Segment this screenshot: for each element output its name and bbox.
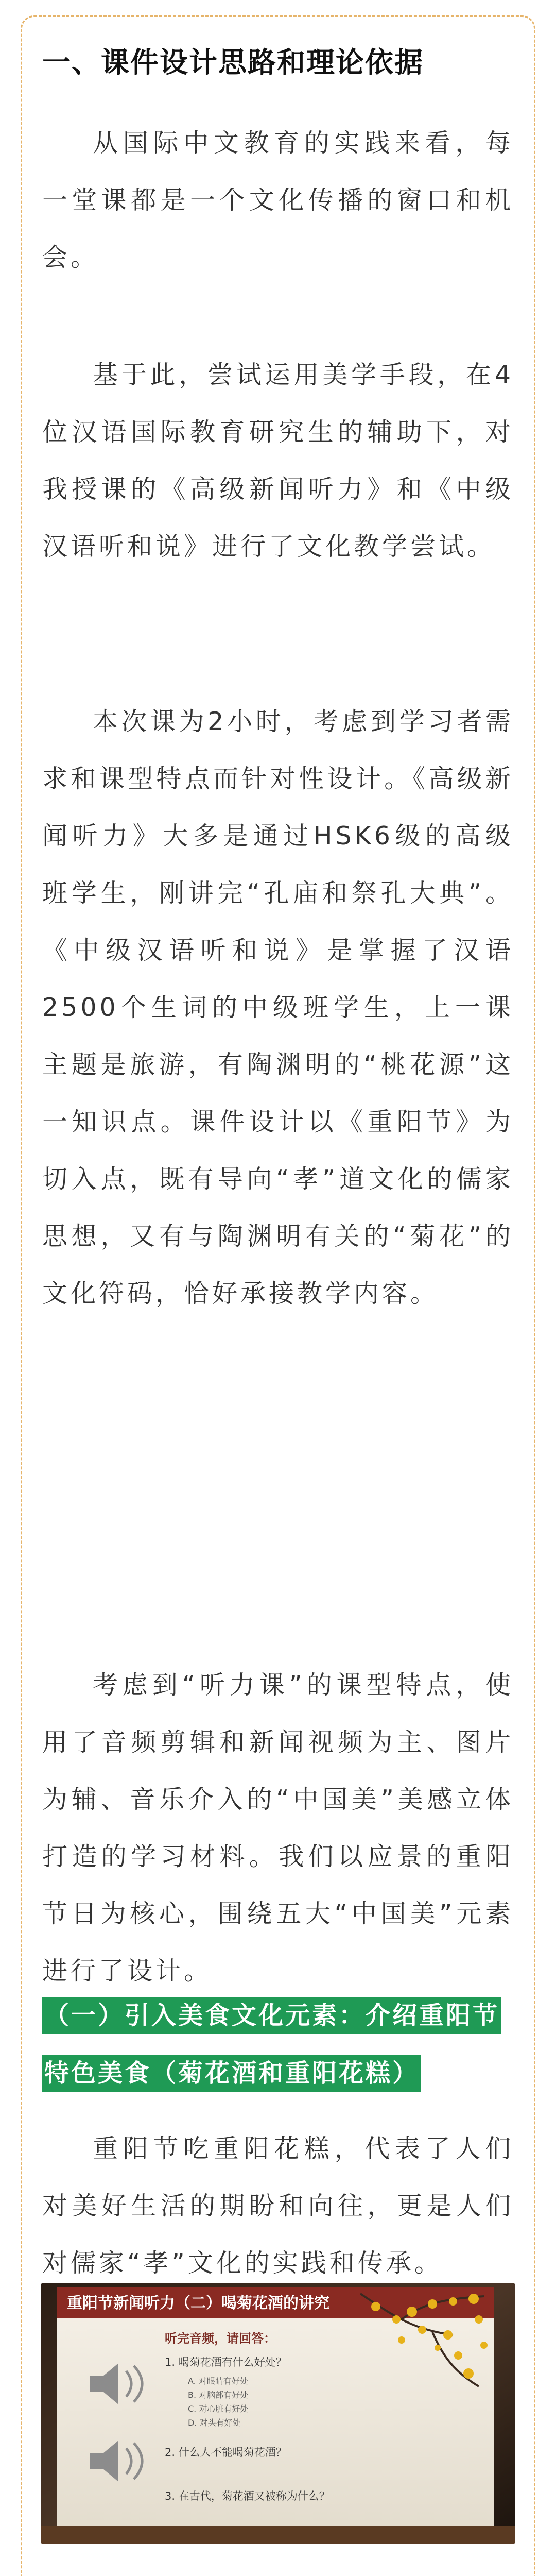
slide1-option-c: C. 对心脏有好处 — [188, 2404, 249, 2414]
paragraph-1: 从国际中文教育的实践来看，每一堂课都是一个文化传播的窗口和机会。 — [42, 128, 514, 272]
slide1-question-3: 3. 在古代，菊花酒又被称为什么？ — [165, 2490, 330, 2502]
slide1-option-a: A. 对眼睛有好处 — [188, 2376, 248, 2386]
paragraph-2: 基于此，尝试运用美学手段，在4位汉语国际教育研究生的辅助下，对我授课的《高级新闻听力》和《中级汉语听和说》进行了文化教学尝试。 — [42, 360, 514, 561]
slide1-question-1: 1. 喝菊花酒有什么好处？ — [165, 2356, 287, 2368]
slide1-title: 重阳节新闻听力（二）喝菊花酒的讲究 — [67, 2294, 329, 2312]
slide-image-chrysanthemum-wine-lesson — [41, 2283, 515, 2544]
slide1-option-d: D. 对头有好处 — [188, 2418, 241, 2428]
paragraph-5: 重阳节吃重阳花糕，代表了人们对美好生活的期盼和向往，更是人们对儒家“孝”文化的实践和传承。 — [42, 2134, 514, 2278]
paragraph-4: 考虑到“听力课”的课型特点，使用了音频剪辑和新闻视频为主、图片为辅、音乐介入的“中国美”美感立体打造的学习材料。我们以应景的重阳节日为核心，围绕五大“中国美”元素进行了设计。 — [42, 1670, 514, 1986]
paragraph-3: 本次课为2小时，考虑到学习者需求和课型特点而针对性设计。《高级新闻听力》大多是通过HSK6级的高级班学生，刚讲完“孔庙和祭孔大典”。《中级汉语听和说》是掌握了汉语2500个生词的中级班学生，上一课主题是旅游，有陶渊明的“桃花源”这一知识点。课件设计以《重阳节》为切入点，既有导向“孝”道文化的儒家思想，又有与陶渊明有关的“菊花”的文化符码，恰好承接教学内容。 — [42, 707, 514, 1308]
subheading — [42, 1987, 514, 2102]
subheading-text: （一）引入美食文化元素：介绍重阳节特色美食（菊花酒和重阳花糕） — [42, 1997, 501, 2092]
slide1-option-b: B. 对脑部有好处 — [188, 2390, 249, 2400]
slide1-prompt: 听完音频，请回答： — [165, 2331, 276, 2346]
slide1-question-2: 2. 什么人不能喝菊花酒？ — [165, 2446, 287, 2459]
section-heading: 一、课件设计思路和理论依据 — [42, 46, 424, 79]
